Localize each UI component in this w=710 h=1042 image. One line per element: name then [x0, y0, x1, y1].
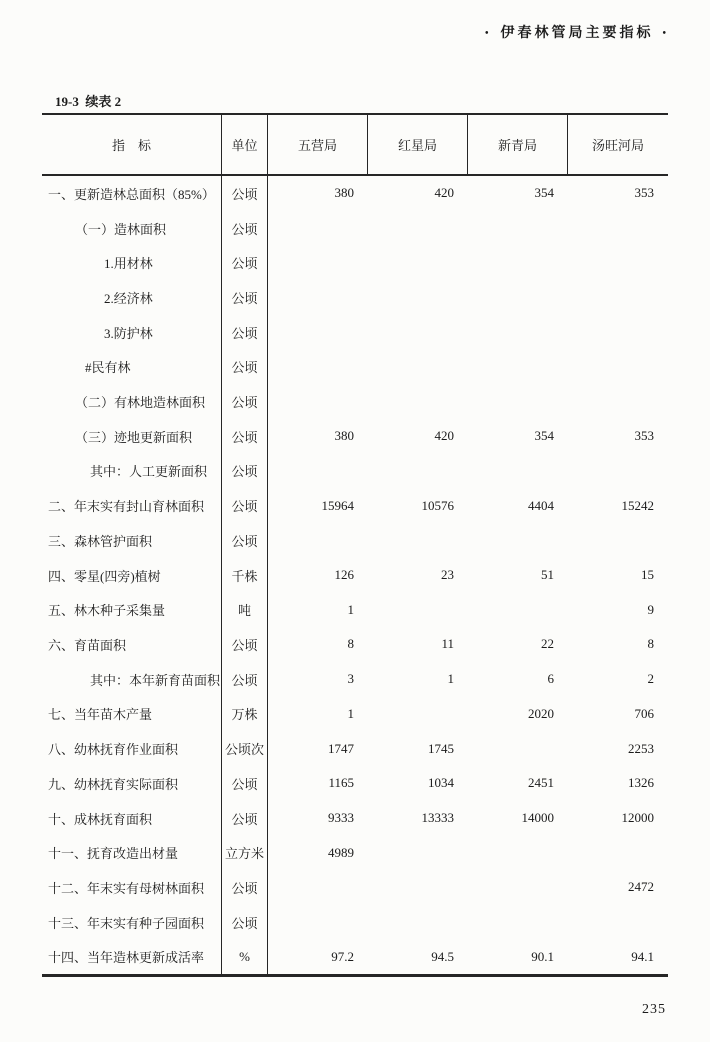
value-cell-hongxing	[368, 523, 468, 558]
value-cell-xinqing	[468, 731, 568, 766]
indicator-label: 七、当年苗木产量	[48, 707, 153, 723]
value-cell-wuying: 1	[347, 705, 354, 721]
table-row	[42, 211, 668, 246]
value-cell-wuying	[268, 384, 368, 419]
value-cell-tangwanghe: 2253	[628, 740, 654, 756]
indicator-label: 四、零星(四旁)植树	[48, 568, 161, 584]
value-cell-hongxing: 1	[447, 671, 454, 687]
indicator-label: 九、幼林抚育实际面积	[48, 776, 179, 792]
indicator-cell	[42, 662, 222, 697]
unit-cell: 公顷	[222, 384, 268, 419]
unit-cell: 公顷	[222, 523, 268, 558]
indicator-label: （一）造林面积	[75, 221, 167, 237]
unit-cell: 公顷	[222, 766, 268, 801]
indicator-cell	[42, 592, 222, 627]
table-row	[42, 523, 668, 558]
table-header-row	[42, 115, 668, 176]
value-cell-tangwanghe	[568, 245, 668, 280]
value-cell-wuying	[268, 870, 368, 905]
indicator-cell	[42, 488, 222, 523]
unit-cell: 公顷	[222, 350, 268, 385]
indicator-label: 三、森林管护面积	[48, 533, 153, 549]
bullet-icon: •	[662, 28, 666, 39]
value-cell-xinqing	[468, 835, 568, 870]
indicator-label: 2.经济林	[104, 290, 153, 306]
value-cell-xinqing: 14000	[521, 810, 554, 825]
table-row	[42, 315, 668, 350]
value-cell-wuying: 1	[347, 601, 354, 617]
running-head	[485, 22, 666, 42]
indicator-label: 八、幼林抚育作业面积	[48, 742, 179, 758]
value-cell-hongxing	[368, 870, 468, 905]
unit-cell: 公顷	[222, 176, 268, 211]
value-cell-tangwanghe	[568, 211, 668, 246]
value-cell-hongxing: 11	[441, 636, 454, 652]
unit-cell: 公顷次	[222, 731, 268, 766]
value-cell-tangwanghe: 353	[634, 428, 654, 444]
value-cell-wuying: 8	[347, 636, 354, 652]
indicator-label: 十一、抚育改造出材量	[48, 846, 179, 862]
value-cell-hongxing	[368, 315, 468, 350]
value-cell-hongxing: 1034	[428, 775, 454, 791]
value-cell-xinqing: 22	[541, 636, 554, 652]
indicator-label: #民有林	[85, 360, 131, 376]
unit-cell: 公顷	[222, 488, 268, 523]
value-cell-xinqing	[468, 905, 568, 940]
table-row	[42, 766, 668, 801]
value-cell-hongxing: 23	[441, 567, 454, 583]
value-cell-hongxing	[368, 905, 468, 940]
value-cell-xinqing	[468, 350, 568, 385]
unit-cell: 公顷	[222, 627, 268, 662]
value-cell-tangwanghe: 9	[647, 601, 654, 617]
table-row	[42, 488, 668, 523]
value-cell-hongxing: 10576	[421, 497, 454, 513]
indicator-cell	[42, 939, 222, 974]
value-cell-xinqing	[468, 211, 568, 246]
value-cell-hongxing: 420	[434, 185, 454, 201]
indicator-cell	[42, 315, 222, 350]
value-cell-wuying: 97.2	[331, 948, 354, 964]
value-cell-xinqing: 2020	[528, 705, 554, 721]
value-cell-hongxing	[368, 280, 468, 315]
value-cell-tangwanghe: 12000	[621, 810, 654, 825]
value-cell-hongxing	[368, 245, 468, 280]
value-cell-wuying: 15964	[321, 497, 354, 513]
value-cell-xinqing	[468, 523, 568, 558]
unit-cell: 公顷	[222, 454, 268, 489]
indicator-cell	[42, 627, 222, 662]
unit-cell: 千株	[222, 558, 268, 593]
value-cell-wuying	[268, 523, 368, 558]
value-cell-tangwanghe: 2472	[628, 879, 654, 895]
value-cell-tangwanghe	[568, 905, 668, 940]
value-cell-hongxing	[368, 835, 468, 870]
value-cell-wuying	[268, 315, 368, 350]
column-header-xinqing: 新青局	[468, 115, 568, 174]
value-cell-tangwanghe: 94.1	[631, 948, 654, 964]
value-cell-wuying: 4989	[328, 844, 354, 860]
table-row	[42, 280, 668, 315]
value-cell-xinqing	[468, 315, 568, 350]
value-cell-tangwanghe	[568, 315, 668, 350]
value-cell-xinqing	[468, 592, 568, 627]
value-cell-xinqing: 354	[534, 185, 554, 201]
value-cell-xinqing: 354	[534, 428, 554, 444]
value-cell-hongxing: 13333	[421, 810, 454, 825]
indicator-cell	[42, 835, 222, 870]
value-cell-wuying: 126	[334, 567, 354, 583]
indicator-label: 3.防护林	[104, 325, 153, 341]
value-cell-tangwanghe: 8	[647, 636, 654, 652]
value-cell-xinqing	[468, 384, 568, 419]
unit-cell: 立方米	[222, 835, 268, 870]
value-cell-wuying: 9333	[328, 810, 354, 825]
value-cell-tangwanghe: 15	[641, 567, 654, 583]
unit-cell: 万株	[222, 697, 268, 732]
table-body	[42, 176, 668, 974]
value-cell-tangwanghe	[568, 350, 668, 385]
indicator-cell	[42, 280, 222, 315]
indicator-cell	[42, 731, 222, 766]
value-cell-wuying: 380	[334, 185, 354, 201]
value-cell-wuying	[268, 280, 368, 315]
indicator-cell	[42, 766, 222, 801]
value-cell-hongxing	[368, 697, 468, 732]
unit-cell: 公顷	[222, 245, 268, 280]
indicator-label: 十四、当年造林更新成活率	[48, 950, 205, 966]
table-row	[42, 627, 668, 662]
value-cell-xinqing: 51	[541, 567, 554, 583]
table-row	[42, 419, 668, 454]
value-cell-xinqing	[468, 870, 568, 905]
value-cell-xinqing	[468, 245, 568, 280]
table-row	[42, 350, 668, 385]
indicator-cell	[42, 245, 222, 280]
table-row	[42, 870, 668, 905]
indicator-label: 十、成林抚育面积	[48, 811, 153, 827]
unit-cell: 公顷	[222, 280, 268, 315]
value-cell-tangwanghe	[568, 835, 668, 870]
value-cell-hongxing: 94.5	[431, 948, 454, 964]
value-cell-hongxing: 1745	[428, 740, 454, 756]
indicator-label: 十三、年末实有种子园面积	[48, 915, 205, 931]
unit-cell: 公顷	[222, 801, 268, 836]
table-row	[42, 697, 668, 732]
indicator-cell	[42, 523, 222, 558]
indicator-label: （二）有林地造林面积	[75, 395, 206, 411]
value-cell-hongxing	[368, 211, 468, 246]
table-row	[42, 245, 668, 280]
column-header-indicator: 指 标	[42, 115, 222, 174]
value-cell-tangwanghe: 1326	[628, 775, 654, 791]
column-header-hongxing: 红星局	[368, 115, 468, 174]
indicator-cell	[42, 558, 222, 593]
indicator-cell	[42, 350, 222, 385]
table-row	[42, 731, 668, 766]
column-header-wuying: 五营局	[268, 115, 368, 174]
indicator-cell	[42, 905, 222, 940]
indicator-label: 其中：人工更新面积	[90, 464, 208, 480]
indicator-label: 二、年末实有封山育林面积	[48, 499, 205, 515]
indicator-cell	[42, 384, 222, 419]
unit-cell: 公顷	[222, 905, 268, 940]
indicator-cell	[42, 211, 222, 246]
indicator-label: 十二、年末实有母树林面积	[48, 880, 205, 896]
indicator-cell	[42, 454, 222, 489]
indicator-label: 其中：本年新育苗面积	[90, 672, 221, 688]
indicator-label: （三）迹地更新面积	[75, 429, 193, 445]
value-cell-wuying	[268, 211, 368, 246]
page-number: 235	[642, 1002, 666, 1017]
table-row	[42, 384, 668, 419]
value-cell-hongxing: 420	[434, 428, 454, 444]
value-cell-xinqing: 4404	[528, 497, 554, 513]
value-cell-wuying	[268, 245, 368, 280]
value-cell-tangwanghe	[568, 454, 668, 489]
value-cell-tangwanghe: 353	[634, 185, 654, 201]
table-row	[42, 662, 668, 697]
table-row	[42, 176, 668, 211]
value-cell-tangwanghe	[568, 280, 668, 315]
table-row	[42, 939, 668, 974]
value-cell-hongxing	[368, 592, 468, 627]
column-header-tangwanghe: 汤旺河局	[591, 138, 644, 153]
page-title: 伊春林管局主要指标	[500, 26, 654, 41]
indicator-cell	[42, 870, 222, 905]
value-cell-tangwanghe: 2	[647, 671, 654, 687]
table-row	[42, 801, 668, 836]
value-cell-xinqing: 2451	[528, 775, 554, 791]
value-cell-wuying: 380	[334, 428, 354, 444]
column-header-unit: 单位	[222, 115, 268, 174]
table-row	[42, 592, 668, 627]
statistics-table	[42, 113, 668, 977]
indicator-label: 五、林木种子采集量	[48, 603, 166, 619]
table-row	[42, 905, 668, 940]
table-row	[42, 835, 668, 870]
value-cell-wuying: 1165	[328, 775, 354, 791]
indicator-cell	[42, 419, 222, 454]
indicator-cell	[42, 176, 222, 211]
indicator-cell	[42, 697, 222, 732]
table-row	[42, 558, 668, 593]
unit-cell: 公顷	[222, 662, 268, 697]
value-cell-tangwanghe	[568, 384, 668, 419]
unit-cell: 公顷	[222, 211, 268, 246]
value-cell-hongxing	[368, 350, 468, 385]
table-row	[42, 454, 668, 489]
value-cell-tangwanghe: 706	[634, 705, 654, 721]
value-cell-hongxing	[368, 384, 468, 419]
value-cell-xinqing: 90.1	[531, 948, 554, 964]
table-label: 19-3 续表 2	[55, 94, 122, 109]
unit-cell: %	[222, 939, 268, 974]
value-cell-wuying	[268, 350, 368, 385]
indicator-label: 1.用材林	[104, 256, 153, 272]
value-cell-wuying	[268, 905, 368, 940]
bullet-icon: •	[484, 28, 489, 39]
value-cell-xinqing: 6	[547, 671, 554, 687]
value-cell-wuying	[268, 454, 368, 489]
indicator-label: 一、更新造林总面积（85%）	[48, 186, 215, 202]
value-cell-xinqing	[468, 454, 568, 489]
value-cell-wuying: 1747	[328, 740, 354, 756]
value-cell-hongxing	[368, 454, 468, 489]
value-cell-tangwanghe	[568, 523, 668, 558]
value-cell-wuying: 3	[347, 671, 354, 687]
indicator-cell	[42, 801, 222, 836]
unit-cell: 公顷	[222, 315, 268, 350]
indicator-label: 六、育苗面积	[48, 637, 127, 653]
value-cell-xinqing	[468, 280, 568, 315]
unit-cell: 吨	[222, 592, 268, 627]
value-cell-tangwanghe: 15242	[621, 497, 654, 513]
unit-cell: 公顷	[222, 870, 268, 905]
unit-cell: 公顷	[222, 419, 268, 454]
